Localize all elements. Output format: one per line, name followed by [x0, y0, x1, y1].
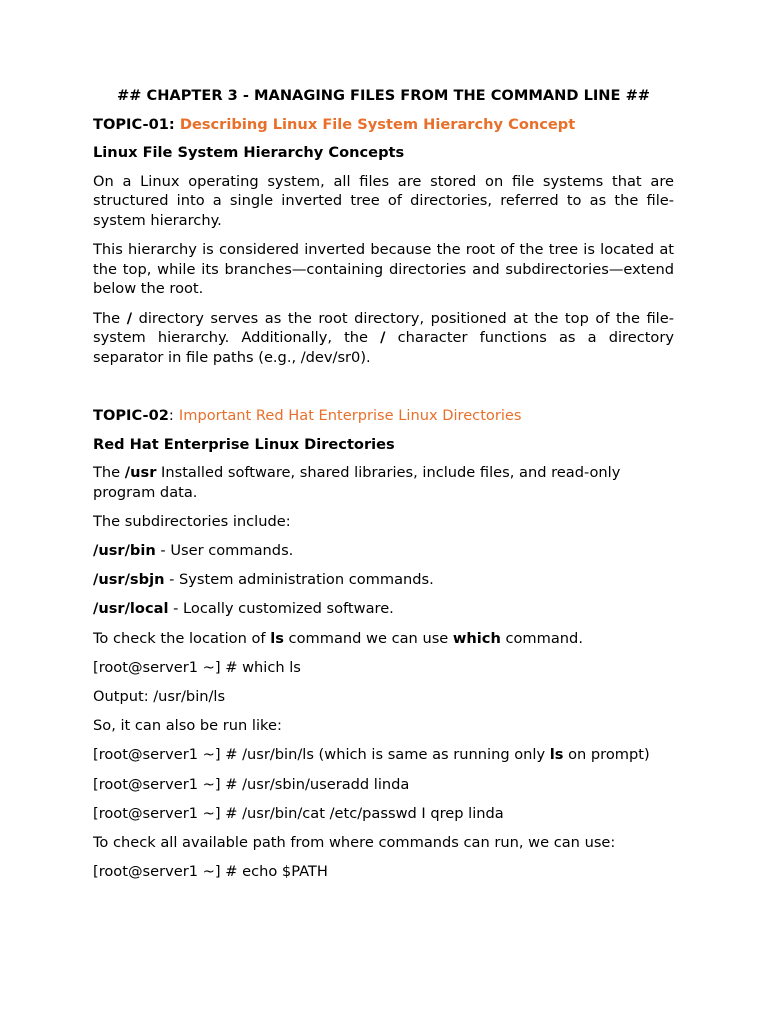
command-output: Output: /usr/bin/ls: [93, 688, 226, 705]
bold-fragment: /: [126, 309, 133, 327]
topic-02-colon: :: [168, 406, 174, 424]
subdirectory-description: - System administration commands.: [164, 571, 434, 589]
topic-02-title: Important Red Hat Enterprise Linux Directories: [178, 406, 522, 424]
bold-fragment: ls: [549, 746, 564, 764]
paragraph-hierarchy-intro: On a Linux operating system, all files are stored on file systems that are structured into a single inverted tree of directories, referred to as the file-system hierarchy.: [93, 172, 674, 229]
paragraph-subdirectories-intro: The subdirectories include:: [93, 512, 291, 530]
paragraph-run-like: So, it can also be run like:: [93, 717, 282, 735]
paragraph-usr-directory: [93, 463, 674, 502]
text-fragment: Installed software, shared libraries, include files, and read-only program data.: [93, 464, 621, 501]
subdirectory-description: - Locally customized software.: [168, 600, 394, 618]
paragraph-path-intro: To check all available path from where commands can run, we can use:: [93, 833, 616, 851]
command-cat-passwd: [root@server1 ~] # /usr/bin/cat /etc/passwd I qrep linda: [93, 804, 504, 822]
chapter-title: ## CHAPTER 3 - MANAGING FILES FROM THE COMMAND LINE ##: [116, 87, 651, 104]
command-usr-bin-ls: [93, 745, 674, 765]
text-fragment: The: [93, 309, 127, 327]
bold-fragment: /usr: [124, 464, 157, 482]
text-fragment: directory serves as the root directory, positioned at the top of the file-system hierarchy. Additionally, the: [93, 309, 674, 347]
text-fragment: To check the location of: [93, 629, 271, 647]
topic-02-label: TOPIC-02: [93, 406, 169, 424]
text-fragment: [root@server1 ~] # /usr/bin/ls (which is same as running only: [93, 746, 550, 764]
text-fragment: command we can use: [283, 629, 453, 647]
subdirectory-item: [93, 570, 674, 590]
paragraph-inverted-tree: This hierarchy is considered inverted because the root of the tree is located at the top, while its branches—containing directories and subdirectories—extend below the root.: [93, 241, 674, 298]
subdirectory-description: - User commands.: [155, 542, 294, 560]
section-heading-rhel-directories: Red Hat Enterprise Linux Directories: [93, 435, 395, 453]
command-echo-path: [root@server1 ~] # echo $PATH: [93, 863, 328, 881]
document-page: [93, 86, 674, 891]
bold-fragment: /: [380, 329, 386, 347]
topic-01-line: [93, 115, 674, 135]
bold-fragment: which: [452, 629, 501, 647]
text-fragment: on prompt): [563, 746, 650, 764]
text-fragment: The: [93, 464, 125, 482]
subdirectory-item: [93, 599, 674, 619]
topic-01-title: Describing Linux File System Hierarchy Concept: [179, 115, 576, 133]
topic-02-line: [93, 406, 674, 426]
subdirectory-item: [93, 541, 674, 561]
topic-01-label: TOPIC-01:: [93, 115, 175, 133]
paragraph-which-command: [93, 629, 674, 649]
command-which-ls: [root@server1 ~] # which ls: [93, 658, 301, 676]
text-fragment: character functions as a directory separator in file paths (e.g., /dev/sr0).: [93, 329, 675, 366]
section-spacer: [93, 377, 674, 406]
bold-fragment: ls: [270, 629, 284, 647]
subdirectory-path: /usr/local: [93, 600, 169, 618]
paragraph-root-directory: [93, 309, 674, 368]
text-fragment: command.: [500, 629, 583, 647]
section-heading-hierarchy: Linux File System Hierarchy Concepts: [93, 144, 405, 162]
command-useradd: [root@server1 ~] # /usr/sbin/useradd linda: [93, 775, 410, 793]
subdirectory-path: /usr/sbjn: [93, 571, 165, 589]
subdirectory-path: /usr/bin: [93, 542, 156, 560]
